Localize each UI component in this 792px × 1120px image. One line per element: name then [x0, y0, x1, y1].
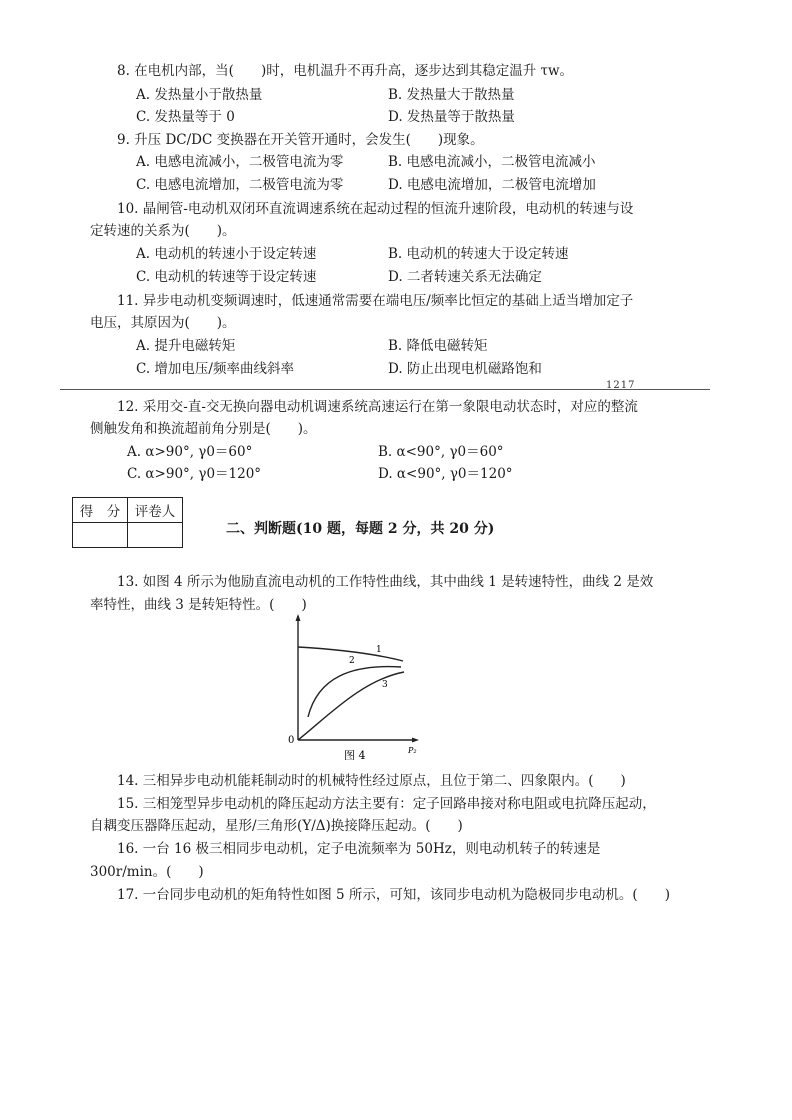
q12-stem-line1: 12. 采用交-直-交无换向器电动机调速系统高速运行在第一象限电动状态时，对应的整流 — [117, 399, 638, 415]
figure-4-caption: 图 4 — [344, 749, 366, 760]
q10-stem-line2: 定转速的关系为( )。 — [90, 223, 236, 239]
q10-option-a: A. 电动机的转速小于设定转速 — [136, 246, 317, 262]
curve-3 — [298, 672, 404, 740]
q8-option-c: C. 发热量等于 0 — [136, 109, 235, 125]
q15-line1: 15. 三相笼型异步电动机的降压起动方法主要有：定子回路串接对称电阻或电抗降压起动， — [117, 796, 656, 812]
q15-line2: 自耦变压器降压起动，星形/三角形(Y/Δ)换接降压起动。( ) — [90, 818, 463, 834]
q9-option-c: C. 电感电流增加，二极管电流为零 — [136, 177, 344, 193]
page-number: 1217 — [606, 380, 636, 391]
q8-stem: 8. 在电机内部，当( )时，电机温升不再升高，逐步达到其稳定温升 τw。 — [117, 63, 574, 79]
curve-2 — [308, 667, 401, 717]
score-table — [72, 497, 183, 548]
q16-line2: 300r/min。( ) — [90, 864, 204, 880]
x-axis-arrow — [412, 738, 419, 743]
figure-4-diagram — [282, 612, 422, 760]
q9-option-a: A. 电感电流减小，二极管电流为零 — [136, 154, 344, 170]
q9-option-b: B. 电感电流减小，二极管电流减小 — [388, 154, 596, 170]
page-divider — [60, 389, 710, 390]
curve-label-1: 1 — [376, 645, 382, 655]
q8-option-d: D. 发热量等于散热量 — [388, 109, 515, 125]
section2-heading: 二、判断题(10 题，每题 2 分，共 20 分) — [226, 521, 495, 537]
q11-option-d: D. 防止出现电机磁路饱和 — [388, 361, 542, 377]
grader-field[interactable] — [128, 523, 183, 548]
q17: 17. 一台同步电动机的矩角特性如图 5 所示，可知，该同步电动机为隐极同步电动机。( ) — [117, 887, 670, 903]
q10-option-d: D. 二者转速关系无法确定 — [388, 269, 542, 285]
q11-stem-line1: 11. 异步电动机变频调速时，低速通常需要在端电压/频率比恒定的基础上适当增加定子 — [117, 293, 634, 309]
q8-option-b: B. 发热量大于散热量 — [388, 87, 515, 103]
q16-line1: 16. 一台 16 极三相同步电动机，定子电流频率为 50Hz，则电动机转子的转速是 — [117, 841, 601, 857]
q11-stem-line2: 电压，其原因为( )。 — [90, 315, 236, 331]
q12-option-c: C. α>90°, γ0＝120° — [127, 466, 262, 482]
q11-option-a: A. 提升电磁转矩 — [136, 338, 236, 354]
curve-label-2: 2 — [349, 656, 355, 666]
curve-label-3: 3 — [382, 680, 388, 690]
q13-line1: 13. 如图 4 所示为他励直流电动机的工作特性曲线，其中曲线 1 是转速特性，曲线 2 是效 — [117, 574, 654, 590]
y-axis-arrow — [296, 614, 301, 621]
q12-option-a: A. α>90°, γ0＝60° — [127, 444, 253, 460]
q12-option-b: B. α<90°, γ0＝60° — [378, 444, 504, 460]
origin-label: 0 — [288, 735, 295, 746]
score-field[interactable] — [73, 523, 128, 548]
q10-stem-line1: 10. 晶闸管-电动机双闭环直流调速系统在起动过程的恒流升速阶段，电动机的转速与设 — [117, 201, 634, 217]
grader-label: 评卷人 — [128, 498, 183, 523]
q12-option-d: D. α<90°, γ0＝120° — [378, 466, 513, 482]
q12-stem-line2: 侧触发角和换流超前角分别是( )。 — [90, 421, 317, 437]
q9-option-d: D. 电感电流增加，二极管电流增加 — [388, 177, 596, 193]
q9-stem: 9. 升压 DC/DC 变换器在开关管开通时，会发生( )现象。 — [117, 132, 484, 148]
x-axis-label: P₂ — [408, 746, 417, 755]
q10-option-b: B. 电动机的转速大于设定转速 — [388, 246, 569, 262]
score-label: 得 分 — [73, 498, 128, 523]
q8-option-a: A. 发热量小于散热量 — [136, 87, 263, 103]
q14: 14. 三相异步电动机能耗制动时的机械特性经过原点，且位于第二、四象限内。( ) — [117, 773, 626, 789]
q13-line2: 率特性，曲线 3 是转矩特性。( ) — [90, 597, 307, 613]
q11-option-c: C. 增加电压/频率曲线斜率 — [136, 361, 294, 377]
q11-option-b: B. 降低电磁转矩 — [388, 338, 488, 354]
q10-option-c: C. 电动机的转速等于设定转速 — [136, 269, 317, 285]
